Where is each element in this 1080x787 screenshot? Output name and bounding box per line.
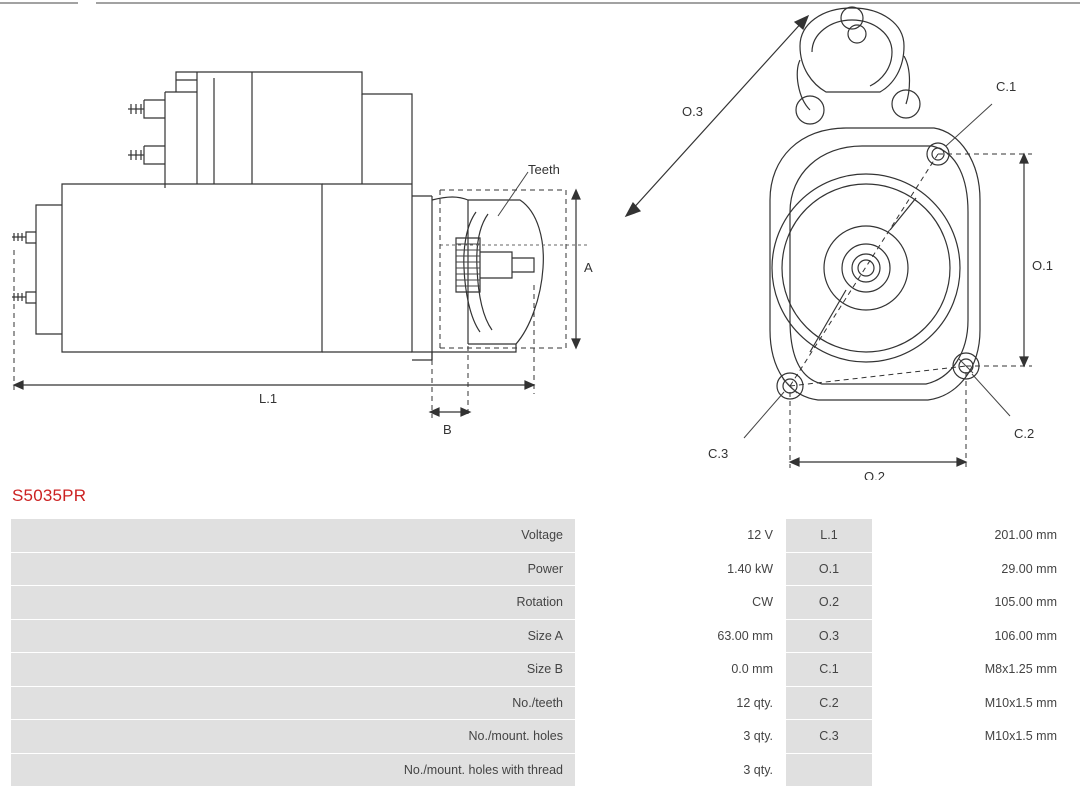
callout-c3-label: C.3 xyxy=(708,446,729,461)
table-row xyxy=(11,753,1070,787)
spec-label: No./mount. holes xyxy=(11,720,576,754)
spec-label: Voltage xyxy=(11,519,576,553)
spec-label: Rotation xyxy=(11,586,576,620)
callout-teeth-label: Teeth xyxy=(528,162,560,177)
dim-label: O.1 xyxy=(786,552,873,586)
dim-label: L.1 xyxy=(786,519,873,553)
table-row xyxy=(11,619,1070,653)
spec-label: Size B xyxy=(11,653,576,687)
spec-value: CW xyxy=(576,586,786,620)
spec-label: No./mount. holes with thread xyxy=(11,753,576,787)
table-row xyxy=(11,586,1070,620)
dim-label: C.2 xyxy=(786,686,873,720)
front-view-group xyxy=(626,7,1053,480)
table-row xyxy=(11,720,1070,754)
spec-value: 3 qty. xyxy=(576,753,786,787)
dim-label: C.1 xyxy=(786,653,873,687)
dim-value: M10x1.5 mm xyxy=(873,720,1070,754)
callout-o2-label: O.2 xyxy=(864,469,885,480)
spec-value: 1.40 kW xyxy=(576,552,786,586)
dim-value-empty xyxy=(873,753,1070,787)
dim-label: O.3 xyxy=(786,619,873,653)
dim-value: 105.00 mm xyxy=(873,586,1070,620)
spec-value: 12 V xyxy=(576,519,786,553)
callout-o1-label: O.1 xyxy=(1032,258,1053,273)
spec-value: 0.0 mm xyxy=(576,653,786,687)
dim-value: M8x1.25 mm xyxy=(873,653,1070,687)
callout-b-label: B xyxy=(443,422,452,437)
side-view-group xyxy=(12,72,593,437)
table-row xyxy=(11,686,1070,720)
spec-value: 12 qty. xyxy=(576,686,786,720)
table-row xyxy=(11,519,1070,553)
spec-label: Size A xyxy=(11,619,576,653)
dim-label: O.2 xyxy=(786,586,873,620)
callout-o3-label: O.3 xyxy=(682,104,703,119)
spec-label: Power xyxy=(11,552,576,586)
dim-value: 106.00 mm xyxy=(873,619,1070,653)
spec-value: 3 qty. xyxy=(576,720,786,754)
callout-c2-label: C.2 xyxy=(1014,426,1035,441)
page-title: S5035PR xyxy=(12,486,87,505)
dim-label: C.3 xyxy=(786,720,873,754)
dim-value: M10x1.5 mm xyxy=(873,686,1070,720)
spec-label: No./teeth xyxy=(11,686,576,720)
dim-label-empty xyxy=(786,753,873,787)
spec-value: 63.00 mm xyxy=(576,619,786,653)
table-row xyxy=(11,653,1070,687)
specifications-table xyxy=(10,518,1070,787)
callout-c1-label: C.1 xyxy=(996,79,1017,94)
dim-value: 29.00 mm xyxy=(873,552,1070,586)
table-row xyxy=(11,552,1070,586)
dim-value: 201.00 mm xyxy=(873,519,1070,553)
callout-l1-label: L.1 xyxy=(259,391,278,406)
callout-a-label: A xyxy=(584,260,593,275)
